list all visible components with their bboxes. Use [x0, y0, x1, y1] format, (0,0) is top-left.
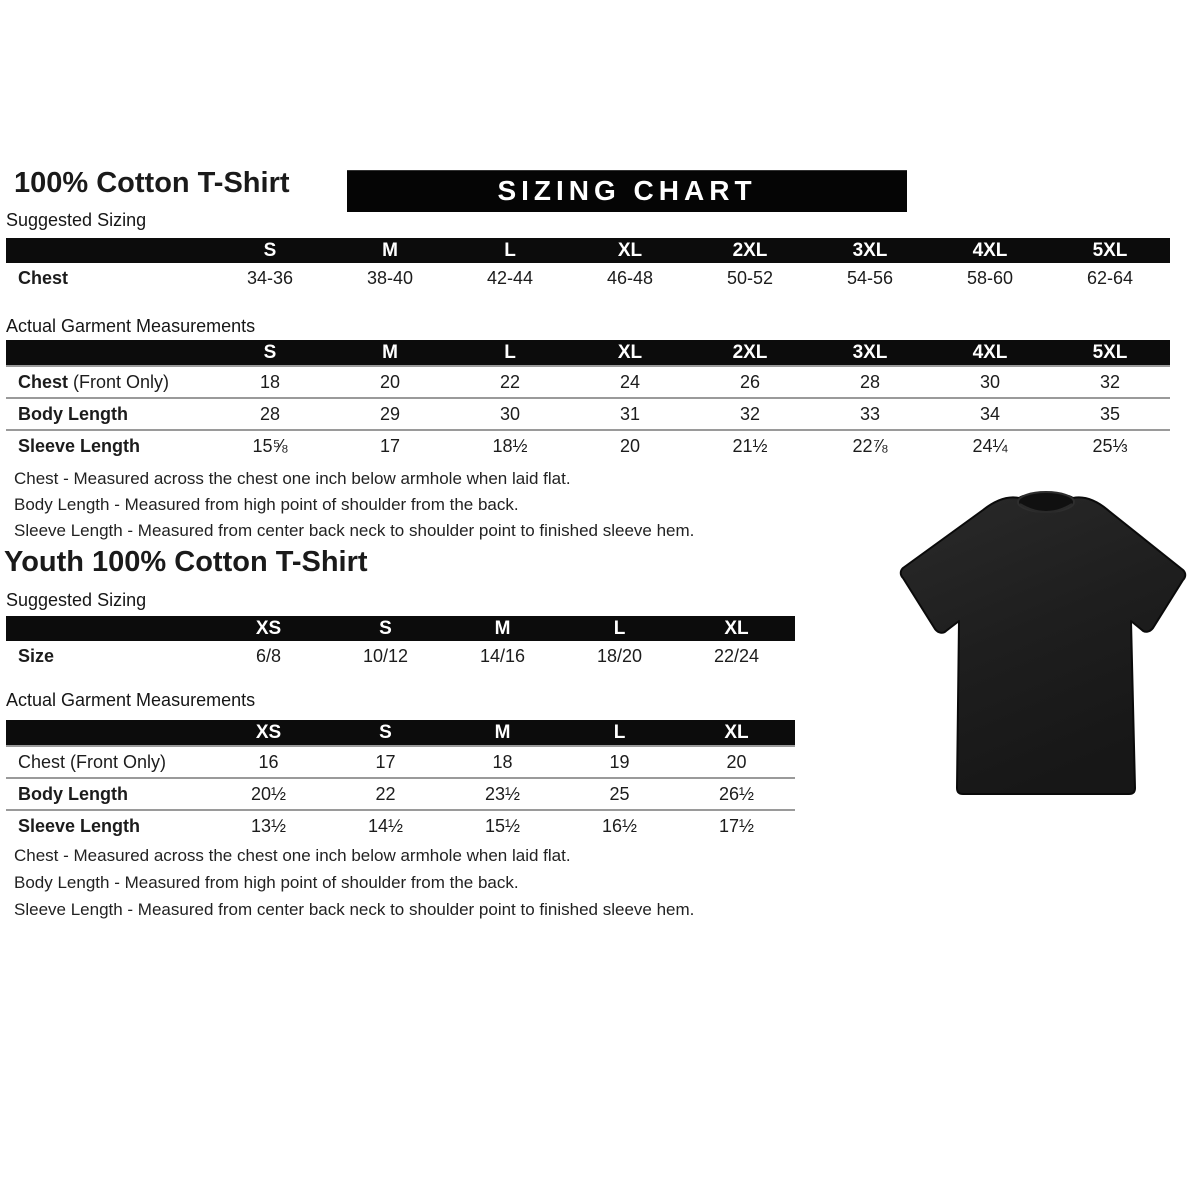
- measurement-cell: 24: [570, 366, 690, 398]
- measurement-cell: 38-40: [330, 263, 450, 293]
- black-tshirt-image: [893, 488, 1193, 804]
- measurement-cell: 33: [810, 398, 930, 430]
- chest-front-only-row: [6, 366, 1170, 398]
- measurement-cell: 10/12: [327, 641, 444, 671]
- size-header-xl: XL: [678, 720, 795, 746]
- measurement-cell: 32: [690, 398, 810, 430]
- row-label-chest-front-only: [6, 366, 210, 398]
- adult-actual-measurements-label: Actual Garment Measurements: [6, 316, 256, 336]
- note-sleeve-length: Sleeve Length - Measured from center back neck to shoulder point to finished sleeve hem.: [14, 521, 695, 540]
- measurement-cell: 34: [930, 398, 1050, 430]
- measurement-cell: 46-48: [570, 263, 690, 293]
- size-header-l: L: [561, 720, 678, 746]
- measurement-cell: 25: [561, 778, 678, 810]
- youth-actual-measurements-label: Actual Garment Measurements: [6, 690, 256, 710]
- tshirt-body: [901, 494, 1186, 795]
- measurement-cell: 17: [327, 746, 444, 778]
- measurement-cell: 22: [450, 366, 570, 398]
- youth-section-title: Youth 100% Cotton T-Shirt: [4, 546, 368, 578]
- measurement-cell: 16: [210, 746, 327, 778]
- size-header-row: [6, 616, 795, 641]
- adult-measurement-notes: [14, 466, 694, 544]
- note-chest: Chest - Measured across the chest one inch below armhole when laid flat.: [14, 846, 571, 865]
- measurement-cell: 20: [678, 746, 795, 778]
- header-empty-cell: [6, 238, 210, 263]
- youth-suggested-sizing-table: [6, 616, 795, 671]
- measurement-cell: 20½: [210, 778, 327, 810]
- measurement-cell: 13½: [210, 810, 327, 841]
- sleeve-length-row: [6, 810, 795, 841]
- note-chest: Chest - Measured across the chest one inch below armhole when laid flat.: [14, 469, 571, 488]
- tshirt-collar: [1018, 492, 1074, 512]
- size-header-m: M: [444, 616, 561, 641]
- size-header-m: M: [330, 340, 450, 366]
- size-header-3xl: 3XL: [810, 340, 930, 366]
- chest-front-only-row: [6, 746, 795, 778]
- note-body-length: Body Length - Measured from high point of shoulder from the back.: [14, 495, 519, 514]
- measurement-cell: 22: [327, 778, 444, 810]
- size-header-xs: XS: [210, 720, 327, 746]
- row-label-body-length: Body Length: [6, 778, 210, 810]
- measurement-cell: 54-56: [810, 263, 930, 293]
- measurement-cell: 58-60: [930, 263, 1050, 293]
- measurement-cell: 22⅞: [810, 430, 930, 461]
- measurement-cell: 15½: [444, 810, 561, 841]
- adult-suggested-sizing-label: Suggested Sizing: [6, 210, 147, 230]
- measurement-cell: 20: [570, 430, 690, 461]
- size-header-s: S: [327, 616, 444, 641]
- row-label-chest-front-only: Chest (Front Only): [6, 746, 210, 778]
- measurement-cell: 14/16: [444, 641, 561, 671]
- size-header-xl: XL: [570, 340, 690, 366]
- measurement-cell: 20: [330, 366, 450, 398]
- adult-suggested-sizing-table: [6, 238, 1170, 293]
- header-empty-cell: [6, 720, 210, 746]
- youth-actual-measurements-table: [6, 720, 795, 841]
- size-header-row: [6, 238, 1170, 263]
- row-label-sleeve-length: Sleeve Length: [6, 810, 210, 841]
- size-header-l: L: [450, 340, 570, 366]
- note-sleeve-length: Sleeve Length - Measured from center back neck to shoulder point to finished sleeve hem.: [14, 900, 695, 919]
- row-label-size: Size: [6, 641, 210, 671]
- measurement-cell: 14½: [327, 810, 444, 841]
- row-label-bold-part: Chest: [18, 371, 69, 392]
- measurement-cell: 50-52: [690, 263, 810, 293]
- measurement-cell: 6/8: [210, 641, 327, 671]
- row-label-sleeve-length: Sleeve Length: [6, 430, 210, 461]
- measurement-cell: 18½: [450, 430, 570, 461]
- body-length-row: [6, 398, 1170, 430]
- size-header-l: L: [561, 616, 678, 641]
- youth-suggested-sizing-label: Suggested Sizing: [6, 590, 147, 610]
- measurement-cell: 23½: [444, 778, 561, 810]
- adult-actual-measurements-table: [6, 340, 1170, 461]
- measurement-cell: 31: [570, 398, 690, 430]
- row-label-suffix: (Front Only): [68, 371, 170, 392]
- measurement-cell: 17: [330, 430, 450, 461]
- measurement-cell: 35: [1050, 398, 1170, 430]
- size-header-4xl: 4XL: [930, 340, 1050, 366]
- measurement-cell: 29: [330, 398, 450, 430]
- sizing-chart-banner: SIZING CHART: [347, 170, 907, 212]
- size-header-2xl: 2XL: [690, 340, 810, 366]
- measurement-cell: 24¼: [930, 430, 1050, 461]
- measurement-cell: 15⅝: [210, 430, 330, 461]
- measurement-cell: 17½: [678, 810, 795, 841]
- size-suggested-row: [6, 641, 795, 671]
- row-label-body-length: Body Length: [6, 398, 210, 430]
- measurement-cell: 18: [210, 366, 330, 398]
- measurement-cell: 28: [210, 398, 330, 430]
- sleeve-length-row: [6, 430, 1170, 461]
- measurement-cell: 19: [561, 746, 678, 778]
- size-header-m: M: [330, 238, 450, 263]
- measurement-cell: 22/24: [678, 641, 795, 671]
- size-header-s: S: [327, 720, 444, 746]
- measurement-cell: 18: [444, 746, 561, 778]
- header-empty-cell: [6, 340, 210, 366]
- measurement-cell: 34-36: [210, 263, 330, 293]
- measurement-cell: 30: [930, 366, 1050, 398]
- size-header-row: [6, 340, 1170, 366]
- measurement-cell: 18/20: [561, 641, 678, 671]
- size-header-3xl: 3XL: [810, 238, 930, 263]
- size-header-xl: XL: [678, 616, 795, 641]
- adult-section-title: 100% Cotton T-Shirt: [14, 167, 290, 199]
- size-header-l: L: [450, 238, 570, 263]
- measurement-cell: 26: [690, 366, 810, 398]
- measurement-cell: 32: [1050, 366, 1170, 398]
- measurement-cell: 28: [810, 366, 930, 398]
- header-empty-cell: [6, 616, 210, 641]
- size-header-4xl: 4XL: [930, 238, 1050, 263]
- size-header-s: S: [210, 238, 330, 263]
- size-header-xl: XL: [570, 238, 690, 263]
- body-length-row: [6, 778, 795, 810]
- size-header-5xl: 5XL: [1050, 340, 1170, 366]
- measurement-cell: 26½: [678, 778, 795, 810]
- measurement-cell: 21½: [690, 430, 810, 461]
- size-header-m: M: [444, 720, 561, 746]
- chest-suggested-row: [6, 263, 1170, 293]
- measurement-cell: 16½: [561, 810, 678, 841]
- size-header-s: S: [210, 340, 330, 366]
- measurement-cell: 30: [450, 398, 570, 430]
- row-label-chest: Chest: [6, 263, 210, 293]
- size-header-2xl: 2XL: [690, 238, 810, 263]
- youth-measurement-notes: [14, 842, 694, 923]
- measurement-cell: 62-64: [1050, 263, 1170, 293]
- size-header-row: [6, 720, 795, 746]
- size-header-5xl: 5XL: [1050, 238, 1170, 263]
- measurement-cell: 25⅓: [1050, 430, 1170, 461]
- size-header-xs: XS: [210, 616, 327, 641]
- note-body-length: Body Length - Measured from high point of shoulder from the back.: [14, 873, 519, 892]
- measurement-cell: 42-44: [450, 263, 570, 293]
